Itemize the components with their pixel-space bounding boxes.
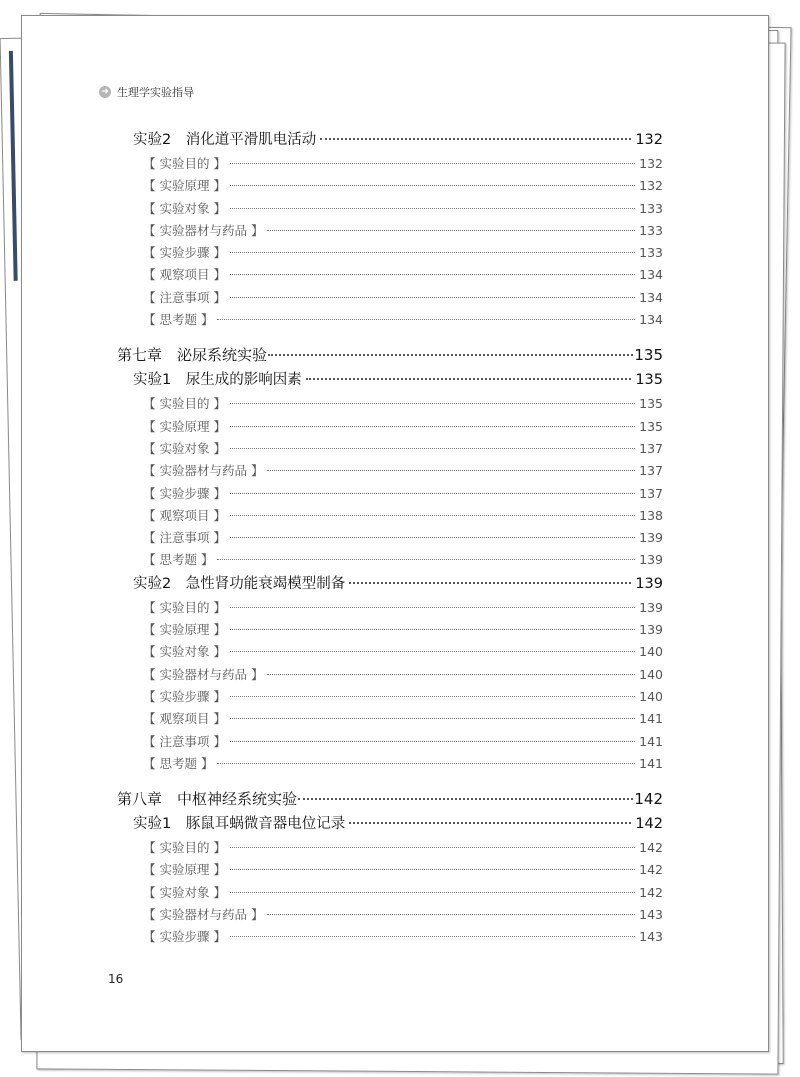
toc-entry-exp: [117, 812, 663, 837]
dot-leader: [230, 892, 635, 893]
toc-entry-title: 【 观察项目 】: [143, 711, 226, 727]
dot-leader: [230, 629, 635, 630]
toc-entry-page: 140: [639, 666, 663, 682]
dot-leader: [230, 718, 635, 719]
toc-entry-title: 实验2 急性肾功能衰竭模型制备: [133, 575, 346, 592]
toc-entry-title: 【 实验目的 】: [143, 156, 226, 171]
dot-leader: [267, 914, 635, 915]
toc-entry-page: 135: [635, 372, 663, 389]
toc-entry-sub: [117, 837, 663, 859]
toc-entry-title: 【 注意事项 】: [143, 289, 226, 305]
toc-entry-exp: [117, 368, 663, 393]
toc-entry-sub: [117, 198, 663, 220]
dot-leader: [230, 847, 635, 848]
toc-entry-title: 【 观察项目 】: [143, 267, 226, 283]
dot-leader: [298, 798, 633, 800]
toc-entry-page: 139: [639, 622, 663, 638]
toc-entry-sub: [117, 527, 663, 549]
toc-entry-title: 【 实验器材与药品 】: [143, 666, 264, 682]
toc-entry-sub: [117, 242, 663, 264]
toc-entry-page: 139: [639, 530, 663, 546]
toc-entry-title: 【 实验对象 】: [143, 440, 226, 456]
toc-entry-page: 134: [639, 312, 663, 328]
toc-entry-page: 142: [635, 816, 663, 833]
toc-entry-page: 143: [639, 929, 663, 945]
toc-entry-title: 【 实验原理 】: [143, 862, 226, 878]
dot-leader: [230, 274, 635, 275]
toc-entry-sub: [117, 641, 663, 663]
toc-entry-title: 【 实验原理 】: [143, 178, 226, 194]
toc-entry-title: 【 实验步骤 】: [143, 245, 226, 261]
dot-leader: [267, 674, 635, 675]
toc-entry-chap: [117, 342, 663, 368]
toc-entry-sub: [117, 438, 663, 460]
toc-entry-page: 140: [639, 688, 663, 704]
page-number: 16: [108, 972, 124, 986]
toc-entry-title: 【 实验目的 】: [143, 599, 226, 615]
dot-leader: [230, 515, 635, 516]
toc-entry-title: 【 思考题 】: [143, 312, 214, 328]
toc-entry-sub: [117, 731, 663, 753]
toc-entry-page: 132: [635, 132, 663, 148]
dot-leader: [320, 138, 631, 140]
toc-entry-title: 【 观察项目 】: [143, 507, 226, 523]
toc-entry-sub: [117, 416, 663, 438]
toc-entry-title: 【 实验原理 】: [143, 418, 226, 434]
arrow-right-icon: ➜: [99, 86, 111, 98]
toc-entry-page: 139: [635, 575, 663, 592]
toc-entry-chap: [117, 786, 663, 812]
table-of-contents: [117, 128, 663, 949]
toc-entry-title: 第七章 泌尿系统实验: [117, 346, 268, 365]
toc-entry-sub: [117, 264, 663, 286]
toc-entry-sub: [117, 882, 663, 904]
toc-entry-page: 133: [639, 245, 663, 261]
toc-entry-sub: [117, 597, 663, 619]
toc-entry-sub: [117, 904, 663, 926]
toc-entry-page: 135: [634, 346, 663, 365]
toc-entry-sub: [117, 287, 663, 309]
toc-entry-sub: [117, 549, 663, 571]
dot-leader: [230, 493, 635, 494]
dot-leader: [230, 252, 635, 253]
toc-entry-title: 实验1 豚鼠耳蜗微音器电位记录: [133, 816, 346, 833]
toc-entry-sub: [117, 686, 663, 708]
toc-entry-page: 133: [639, 222, 663, 238]
toc-entry-sub: [117, 926, 663, 948]
toc-entry-title: 【 实验目的 】: [143, 396, 226, 412]
dot-leader: [230, 869, 635, 870]
dot-leader: [217, 559, 635, 560]
toc-entry-page: 143: [639, 907, 663, 923]
toc-entry-title: 【 实验对象 】: [143, 644, 226, 660]
dot-leader: [267, 230, 635, 231]
toc-entry-sub: [117, 664, 663, 686]
toc-entry-title: 【 实验器材与药品 】: [143, 907, 264, 923]
toc-entry-title: 【 注意事项 】: [143, 530, 226, 546]
dot-leader: [230, 208, 635, 209]
toc-entry-page: 142: [639, 884, 663, 900]
toc-entry-page: 137: [639, 440, 663, 456]
toc-entry-sub: [117, 175, 663, 197]
dot-leader: [267, 470, 635, 471]
dot-leader: [230, 696, 635, 697]
toc-entry-title: 【 实验目的 】: [143, 840, 226, 856]
toc-entry-title: 【 实验步骤 】: [143, 688, 226, 704]
dot-leader: [230, 651, 635, 652]
toc-entry-title: 第八章 中枢神经系统实验: [117, 790, 298, 809]
toc-entry-sub: [117, 708, 663, 730]
toc-entry-sub: [117, 309, 663, 331]
dot-leader: [230, 297, 635, 298]
toc-entry-sub: [117, 460, 663, 482]
running-header: [99, 84, 194, 100]
toc-entry-sub: [117, 483, 663, 505]
dot-leader: [230, 426, 635, 427]
toc-entry-page: 132: [639, 156, 663, 171]
toc-entry-title: 【 实验步骤 】: [143, 485, 226, 501]
dot-leader: [230, 185, 635, 186]
cover-band: [9, 51, 18, 281]
toc-entry-page: 140: [639, 644, 663, 660]
toc-entry-title: 【 实验原理 】: [143, 622, 226, 638]
toc-entry-page: 133: [639, 200, 663, 216]
toc-entry-title: 【 实验步骤 】: [143, 929, 226, 945]
toc-entry-title: 【 思考题 】: [143, 755, 214, 771]
dot-leader: [349, 582, 631, 584]
toc-entry-page: 139: [639, 552, 663, 568]
toc-entry-page: 141: [639, 733, 663, 749]
toc-entry-page: 139: [639, 599, 663, 615]
toc-entry-page: 135: [639, 418, 663, 434]
toc-entry-page: 134: [639, 289, 663, 305]
toc-entry-sub: [117, 859, 663, 881]
dot-leader: [217, 763, 635, 764]
toc-entry-title: 实验2 消化道平滑肌电活动: [133, 132, 317, 148]
dot-leader: [230, 163, 635, 164]
dot-leader: [230, 936, 635, 937]
toc-entry-sub: [117, 505, 663, 527]
toc-entry-sub: [117, 393, 663, 415]
dot-leader: [306, 378, 632, 380]
dot-leader: [217, 319, 635, 320]
toc-entry-exp: [117, 572, 663, 597]
toc-entry-sub: [117, 153, 663, 175]
toc-entry-sub: [117, 619, 663, 641]
toc-entry-title: 【 实验对象 】: [143, 200, 226, 216]
toc-entry-title: 【 实验对象 】: [143, 884, 226, 900]
toc-entry-page: 135: [639, 396, 663, 412]
toc-entry-exp: [117, 128, 663, 153]
toc-entry-page: 142: [639, 840, 663, 856]
toc-entry-page: 134: [639, 267, 663, 283]
toc-entry-page: 141: [639, 711, 663, 727]
dot-leader: [230, 607, 635, 608]
toc-entry-page: 142: [634, 790, 663, 809]
dot-leader: [349, 822, 631, 824]
toc-entry-title: 实验1 尿生成的影响因素: [133, 372, 302, 389]
dot-leader: [230, 741, 635, 742]
toc-entry-page: 132: [639, 178, 663, 194]
dot-leader: [268, 354, 633, 356]
toc-entry-page: 142: [639, 862, 663, 878]
toc-entry-page: 138: [639, 507, 663, 523]
dot-leader: [230, 403, 635, 404]
toc-entry-page: 137: [639, 463, 663, 479]
toc-entry-page: 137: [639, 485, 663, 501]
toc-entry-sub: [117, 220, 663, 242]
toc-entry-title: 【 思考题 】: [143, 552, 214, 568]
book-title: 生理学实验指导: [117, 86, 194, 99]
toc-entry-sub: [117, 753, 663, 775]
dot-leader: [230, 537, 635, 538]
toc-entry-title: 【 实验器材与药品 】: [143, 222, 264, 238]
dot-leader: [230, 448, 635, 449]
toc-entry-title: 【 注意事项 】: [143, 733, 226, 749]
toc-entry-title: 【 实验器材与药品 】: [143, 463, 264, 479]
toc-entry-page: 141: [639, 755, 663, 771]
